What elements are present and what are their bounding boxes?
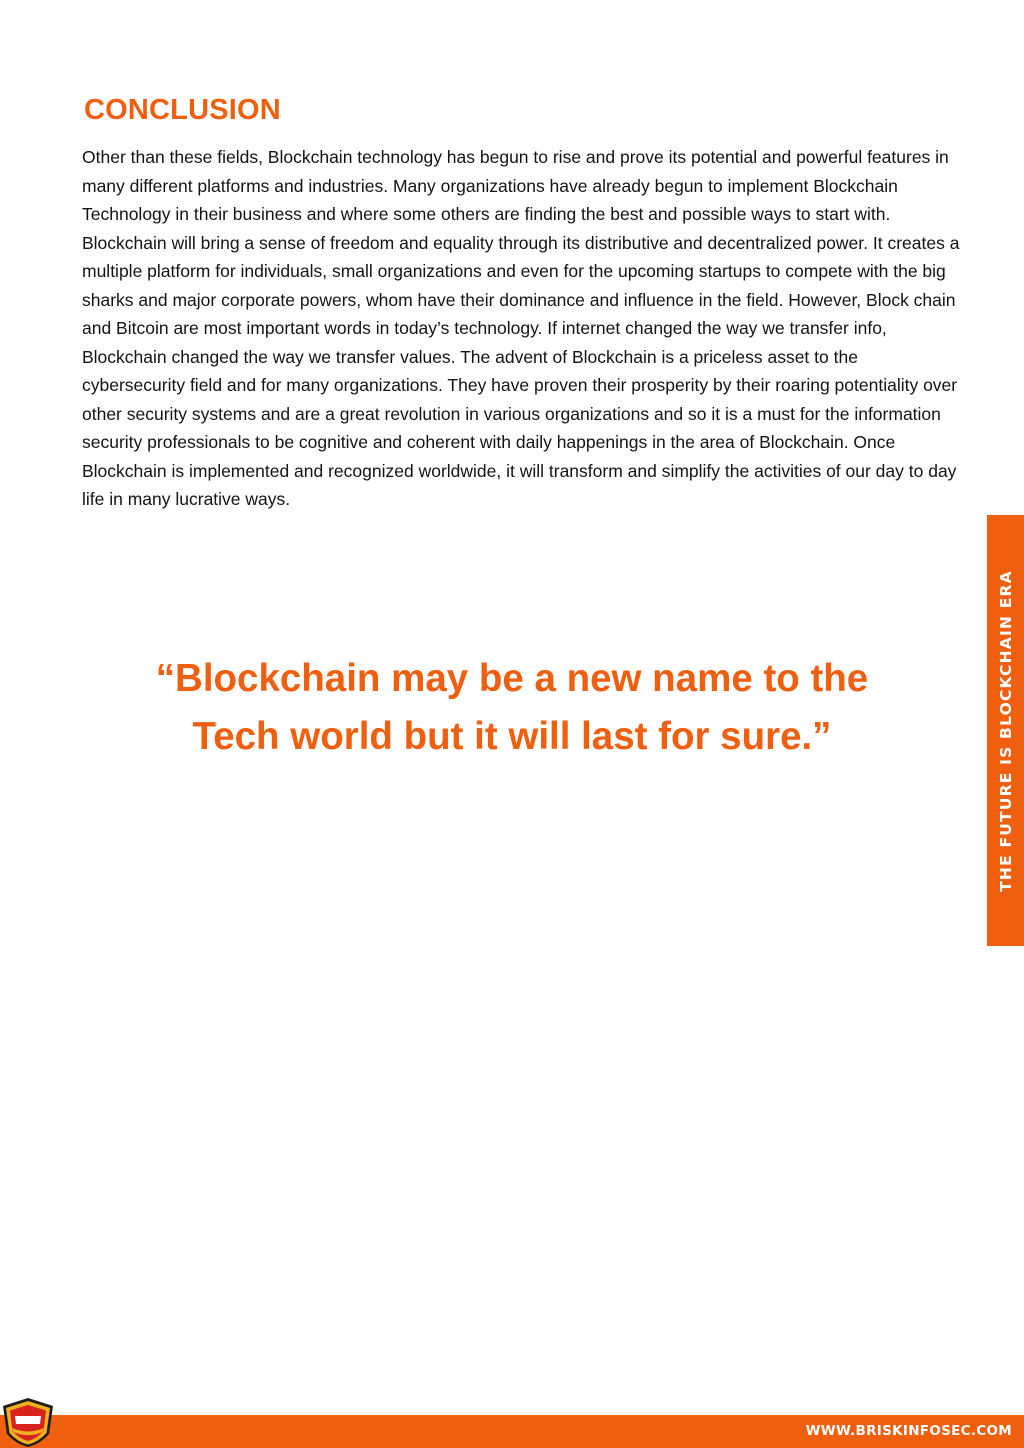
conclusion-paragraph: Other than these fields, Blockchain technology has begun to rise and prove its potential and powerful features in many different platforms and industries. Many organizations have already begun to implement Blockchain Technology in their business and where some others are finding the best and possible ways to start with. Blockchain will bring a sense of freedom and equality through its distributive and decentralized power. It creates a multiple platform for individuals, small organizations and even for the upcoming startups to compete with the big sharks and major corporate powers, whom have their dominance and influence in the field. However, Block chain and Bitcoin are most important words in today’s technology. If internet changed the way we transfer info, Blockchain changed the way we transfer values. The advent of Blockchain is a priceless asset to the cybersecurity field and for many organizations. They have proven their prosperity by their roaring potentiality over other security systems and are a great revolution in various organizations and so it is a must for the information security professionals to be cognitive and coherent with daily happenings in the area of Blockchain. Once Blockchain is implemented and recognized worldwide, it will transform and simplify the activities of our day to day life in many lucrative ways.: [82, 147, 960, 509]
side-tab-label: THE FUTURE IS BLOCKCHAIN ERA: [996, 569, 1015, 892]
section-heading: CONCLUSION: [84, 94, 281, 126]
pull-quote: “Blockchain may be a new name to the Tech world but it will last for sure.”: [155, 657, 869, 758]
footer-url[interactable]: WWW.BRISKINFOSEC.COM: [805, 1423, 1012, 1439]
shield-logo-icon: [0, 1397, 56, 1448]
side-tab: [987, 515, 1024, 946]
footer-bar: [0, 1415, 1024, 1448]
